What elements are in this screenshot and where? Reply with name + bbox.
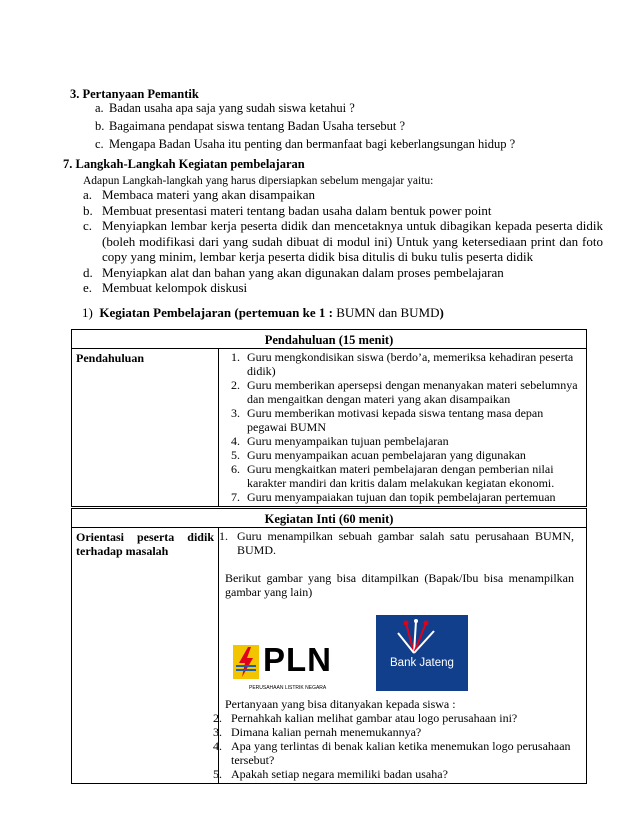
pln-logo-subtitle: PERUSAHAAN LISTRIK NEGARA (249, 685, 327, 691)
list-letter: a. (83, 187, 93, 202)
kegiatan-title-close: ) (439, 305, 444, 320)
list-letter: b. (83, 202, 93, 218)
list-item (213, 767, 580, 781)
section7-list (83, 187, 603, 296)
section7-title: 7. Langkah-Langkah Kegiatan pembelajaran (63, 157, 305, 171)
list-letter: c. (95, 137, 104, 151)
list-text: Guru mengkondisikan siswa (berdo’a, memeriksa kehadiran peserta didik) (247, 350, 574, 378)
list-text: Menyiapkan alat dan bahan yang akan digunakan dalam proses pembelajaran (102, 264, 504, 280)
inti-label: Orientasi peserta didik terhadap masalah (72, 528, 219, 784)
pln-lightning-icon (233, 645, 259, 679)
list-item (225, 350, 580, 378)
list-item (213, 739, 580, 767)
list-text: Membaca materi yang akan disampaikan (102, 187, 315, 202)
list-text: Dimana kalian pernah menemukannya? (231, 725, 422, 739)
list-text: Apakah setiap negara memiliki badan usaha? (231, 767, 448, 781)
list-item (83, 218, 603, 265)
pendahuluan-content (219, 349, 587, 508)
list-text: Mengapa Badan Usaha itu penting dan bermanfaat bagi keberlangsungan hidup ? (109, 137, 516, 151)
bank-jateng-logo (376, 615, 468, 691)
list-item (225, 434, 580, 448)
section3-list (95, 101, 615, 155)
list-text: Badan usaha apa saja yang sudah siswa ketahui ? (109, 101, 355, 115)
list-item (83, 187, 603, 203)
list-number: 2. (213, 711, 222, 725)
list-item (213, 711, 580, 725)
pendahuluan-header: Pendahuluan (15 menit) (72, 330, 587, 349)
list-text: Guru menyampaiakan tujuan dan topik pembelajaran pertemuan (247, 490, 556, 504)
list-item (95, 119, 615, 134)
list-text: Guru memberikan motivasi kepada siswa tentang masa depan pegawai BUMN (247, 406, 544, 434)
list-number: 7. (231, 490, 240, 504)
list-item (95, 101, 615, 116)
list-item (225, 406, 580, 434)
inti-item-1 (219, 529, 580, 557)
inti-note: Berikut gambar yang bisa ditampilkan (Bapak/Ibu bisa menampilkan gambar yang lain) (225, 571, 574, 599)
list-text: Menyiapkan lembar kerja peserta didik dan mencetaknya untuk dibagikan kepada peserta didik (boleh modifikasi dari yang sudah dibuat di modul ini) Untuk yang ketersediaan print dan foto copy yang minim, lembar kerja peserta didik bisa ditulis di buku tulis peserta didik (102, 218, 603, 264)
list-text: Guru memberikan apersepsi dengan menanyakan materi sebelumnya dan mengaitkan dengan materi yang akan disampaikan (247, 378, 578, 406)
pendahuluan-list (225, 350, 580, 504)
kegiatan-number: 1) (82, 305, 93, 320)
list-number: 3. (231, 406, 240, 420)
list-number: 5. (231, 448, 240, 462)
inti-header: Kegiatan Inti (60 menit) (72, 508, 587, 528)
pendahuluan-label: Pendahuluan (72, 349, 219, 508)
list-number: 1. (219, 529, 228, 543)
list-text: Guru menyampaikan tujuan pembelajaran (247, 434, 449, 448)
list-number: 5. (213, 767, 222, 781)
list-item (225, 378, 580, 406)
list-item (83, 203, 603, 219)
list-text: Membuat presentasi materi tentang badan usaha dalam bentuk power point (102, 202, 492, 218)
list-text: Guru mengkaitkan materi pembelajaran dengan pemberian nilai karakter mandiri dan kritis dalam melakukan kegiatan ekonomi. (247, 462, 555, 490)
list-item (225, 448, 580, 462)
kegiatan-title-bold: Kegiatan Pembelajaran (pertemuan ke 1 : (99, 305, 333, 320)
activity-table (71, 329, 587, 784)
questions-list (213, 711, 580, 781)
list-item (95, 137, 615, 152)
list-letter: d. (83, 264, 93, 280)
list-letter: b. (95, 119, 105, 133)
section7-intro: Adapun Langkah-langkah yang harus dipersiapkan sebelum mengajar yaitu: (83, 175, 434, 187)
pln-logo-text: PLN (263, 641, 332, 678)
list-item (225, 462, 580, 490)
list-number: 3. (213, 725, 222, 739)
list-letter: c. (83, 218, 93, 233)
kegiatan-title-plain: BUMN dan BUMD (332, 305, 440, 320)
list-letter: a. (95, 101, 104, 115)
list-item (83, 265, 603, 281)
kegiatan-title (82, 305, 444, 320)
list-number: 4. (231, 434, 240, 448)
list-number: 6. (231, 462, 240, 476)
list-item (83, 280, 603, 296)
pln-logo (219, 643, 332, 691)
logo-row (219, 613, 580, 691)
inti-content (213, 528, 587, 784)
list-number: 1. (231, 350, 240, 364)
list-text: Guru menampilkan sebuah gambar salah satu perusahaan BUMN, BUMD. (237, 529, 574, 557)
section3-title: 3. Pertanyaan Pemantik (70, 87, 199, 101)
list-number: 2. (231, 378, 240, 392)
list-item (213, 725, 580, 739)
bank-jateng-name: Bank Jateng (390, 657, 454, 669)
list-letter: e. (83, 280, 93, 295)
list-text: Guru menyampaikan acuan pembelajaran yang digunakan (247, 448, 526, 462)
list-number: 4. (213, 739, 222, 753)
list-text: Bagaimana pendapat siswa tentang Badan Usaha tersebut ? (109, 119, 406, 133)
list-text: Pernahkah kalian melihat gambar atau logo perusahaan ini? (231, 711, 518, 725)
questions-intro: Pertanyaan yang bisa ditanyakan kepada siswa : (225, 697, 456, 711)
list-item (225, 490, 580, 504)
list-text: Membuat kelompok diskusi (102, 280, 248, 295)
bank-jateng-burst-icon (376, 615, 468, 655)
list-text: Apa yang terlintas di benak kalian ketika menemukan logo perusahaan tersebut? (231, 739, 571, 767)
